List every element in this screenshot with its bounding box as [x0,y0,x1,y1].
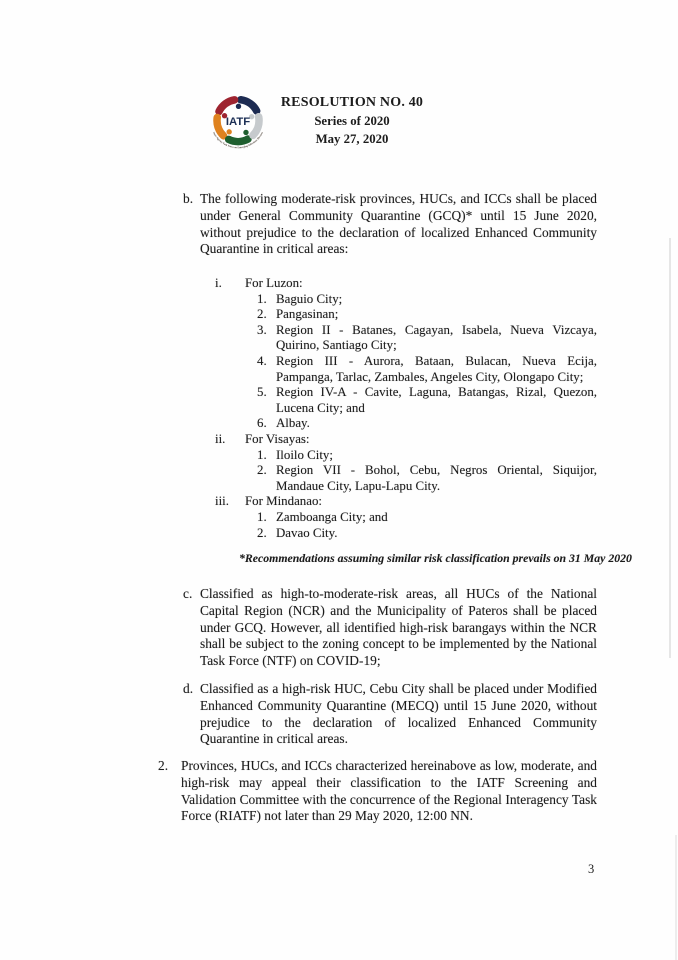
page-number: 3 [588,862,595,876]
item-d-label: d. [183,681,194,696]
item-number: 2. [257,307,267,322]
item-number: 2. [257,463,267,478]
scan-edge-line [675,835,677,960]
paragraph-item-d [183,681,598,748]
item-text: Baguio City; [276,291,343,306]
item-number: 5. [257,385,267,400]
list-item [257,323,600,354]
hand-orange-icon [217,117,224,135]
resolution-title: RESOLUTION NO. 40 [280,95,424,110]
mindanao-heading-row [215,494,600,510]
item-d-text: Classified as a high-risk HUC, Cebu City shall be placed under Modified Enhanced Community Quarantine (MECQ) until 15 June 2020, without prejudice to the declaration of localized Enhanced Community Quarantine in critical areas. [200,681,597,747]
item-text: Region IV-A - Cavite, Laguna, Batangas, Rizal, Quezon, Lucena City; and [276,385,597,415]
item-b-text: The following moderate-risk provinces, HUCs, and ICCs shall be placed under General Community Quarantine (GCQ)* until 15 June 2020, without prejudice to the declaration of localized Enhanced Community Quarantine in critical areas: [200,191,597,257]
mindanao-heading: For Mindanao: [245,494,322,509]
list-item [257,292,600,308]
visayas-marker: ii. [215,431,226,446]
item-number: 1. [257,447,267,462]
resolution-title-block [231,95,473,147]
item-2-text: Provinces, HUCs, and ICCs characterized hereinabove as low, moderate, and high-risk may appeal their classification to the IATF Screening and Validation Committee with the concurrence of the Regional Interagency Task Force (RIATF) not later than 29 May 2020, 12:00 NN. [181,758,597,824]
paragraph-item-2 [158,758,598,825]
item-number: 4. [257,353,267,368]
item-text: Iloilo City; [276,447,333,462]
item-b-label: b. [183,191,194,206]
list-item [257,463,600,494]
paragraph-item-b [183,191,598,258]
list-item [257,307,600,323]
item-number: 6. [257,416,267,431]
item-text: Region VII - Bohol, Cebu, Negros Oriental, Siquijor, Mandaue City, Lapu-Lapu City. [276,463,597,493]
item-number: 2. [257,525,267,540]
luzon-heading: For Luzon: [245,276,303,290]
item-text: Zamboanga City; and [276,509,388,524]
luzon-marker: i. [215,276,222,290]
mindanao-marker: iii. [215,494,229,509]
item-text: Davao City. [276,525,338,540]
logo-acronym: IATF [225,116,251,129]
list-item [257,354,600,385]
resolution-series: Series of 2020 [314,114,390,128]
visayas-heading: For Visayas: [245,431,310,446]
logo-tagline: Inter-Agency Task Force on Emerging Infectious Diseases [212,131,264,150]
list-item [257,510,600,526]
item-text: Region II - Batanes, Cagayan, Isabela, Nueva Vizcaya, Quirino, Santiago City; [276,322,597,353]
item-text: Pangasinan; [276,307,339,322]
visayas-heading-row [215,432,600,448]
resolution-date: May 27, 2020 [315,132,389,146]
item-number: 3. [257,322,267,337]
item-number: 1. [257,291,267,306]
item-text: Region III - Aurora, Bataan, Bulacan, Nueva Ecija, Pampanga, Tarlac, Zambales, Angeles City, Olongapo City; [276,353,597,384]
item-number: 1. [257,509,267,524]
list-item [257,448,600,464]
list-item [257,385,600,416]
paragraph-item-c [183,586,598,670]
scan-edge-line [669,238,671,658]
item-text: Albay. [276,416,310,431]
item-2-label: 2. [158,758,169,773]
footnote: *Recommendations assuming similar risk classification prevails on 31 May 2020 [239,551,632,565]
luzon-heading-row [215,276,600,292]
list-item [257,526,600,542]
quarantine-area-lists [215,276,600,541]
item-c-text: Classified as high-to-moderate-risk areas, all HUCs of the National Capital Region (NCR) and the Municipality of Pateros shall be placed under GCQ. However, all identified high-risk barangays within the NCR shall be subject to the zoning concept to be implemented by the National Task Force (NTF) on COVID-19; [200,586,597,669]
item-c-label: c. [183,586,193,601]
list-item [257,416,600,432]
